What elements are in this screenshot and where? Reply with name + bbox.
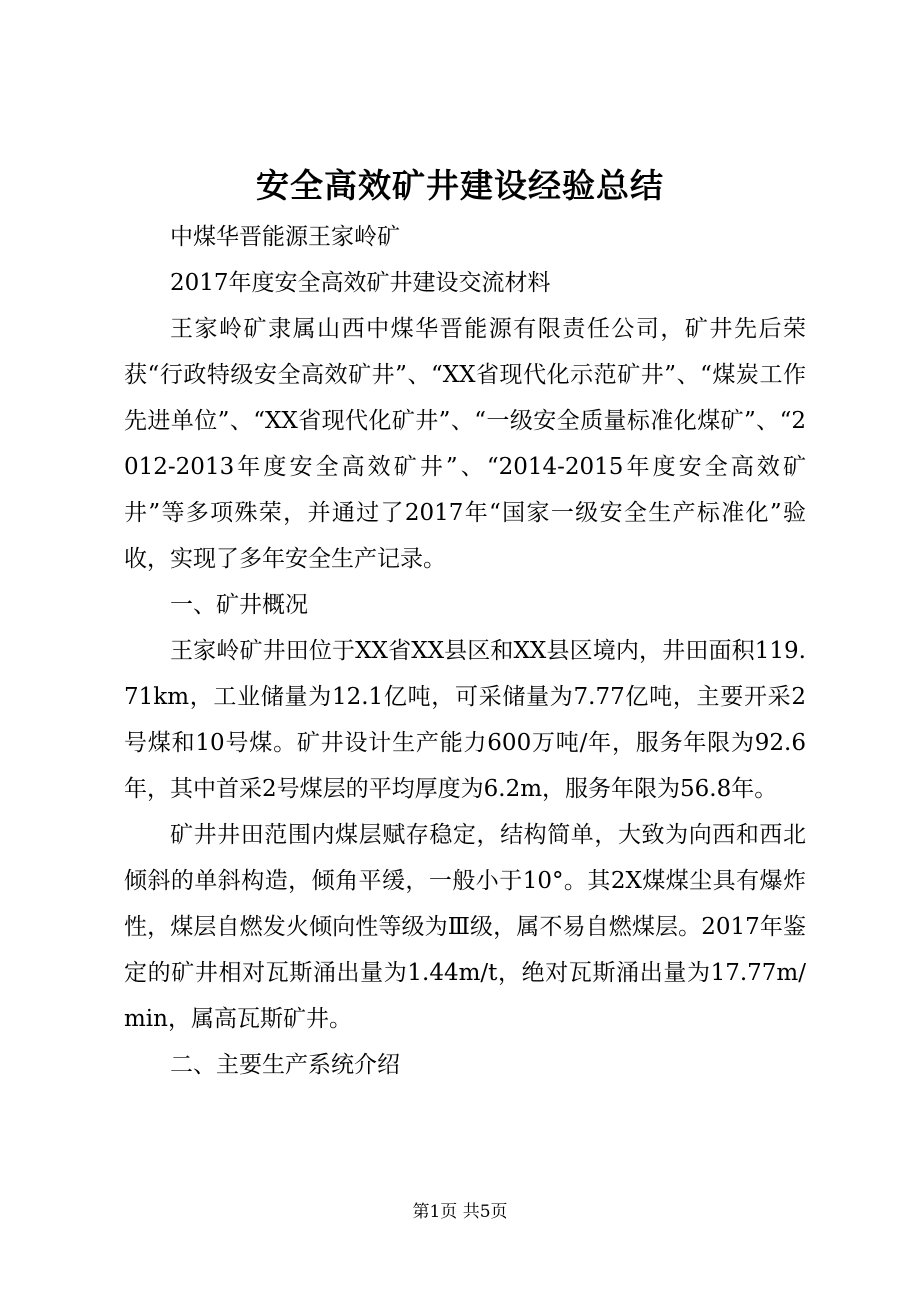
section-heading-overview: 一、矿井概况 bbox=[170, 592, 308, 618]
section-heading-systems: 二、主要生产系统介绍 bbox=[170, 1052, 400, 1078]
paragraph-org-name: 中煤华晋能源王家岭矿 bbox=[170, 224, 400, 250]
page-footer: 第1页 共5页 bbox=[412, 1202, 508, 1222]
document-title: 安全高效矿井建设经验总结 bbox=[256, 166, 664, 205]
paragraph-intro: 王家岭矿隶属山西中煤华晋能源有限责任公司，矿井先后荣获“行政特级安全高效矿井”、“XX省现代化示范矿井”、“煤炭工作先进单位”、“XX省现代化矿井”、“一级安全质量标准化煤矿”、“2012-2013年度安全高效矿井”、“2014-2015年度安全高效矿井”等多项殊荣，并通过了2017年“国家一级安全生产标准化”验收，实现了多年安全生产记录。 bbox=[124, 316, 806, 572]
paragraph-geology: 矿井井田范围内煤层赋存稳定，结构简单，大致为向西和西北倾斜的单斜构造，倾角平缓，一般小于10°。其2X煤煤尘具有爆炸性，煤层自燃发火倾向性等级为Ⅲ级，属不易自燃煤层。2017年鉴定的矿井相对瓦斯涌出量为1.44m/t，绝对瓦斯涌出量为17.77m/min，属高瓦斯矿井。 bbox=[124, 822, 806, 1032]
document-body bbox=[124, 214, 806, 1088]
paragraph-mine-location: 王家岭矿井田位于XX省XX县区和XX县区境内，井田面积119.71km，工业储量为12.1亿吨，可采储量为7.77亿吨，主要开采2号煤和10号煤。矿井设计生产能力600万吨/年，服务年限为92.6年，其中首采2号煤层的平均厚度为6.2m，服务年限为56.8年。 bbox=[124, 638, 806, 802]
paragraph-subtitle: 2017年度安全高效矿井建设交流材料 bbox=[170, 270, 551, 296]
